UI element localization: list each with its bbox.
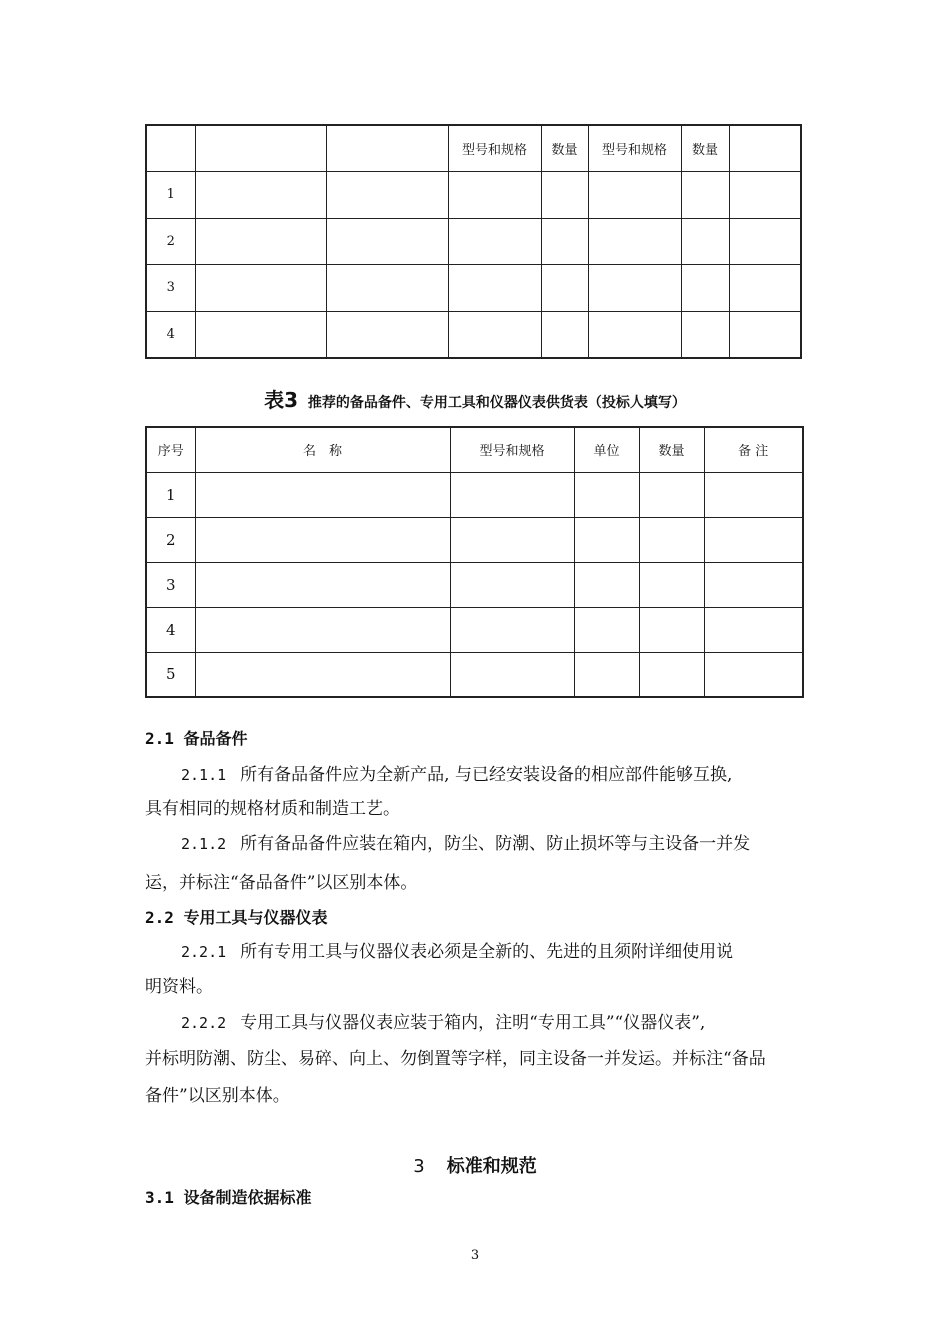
table-3: [145, 426, 804, 698]
cell: [574, 607, 639, 652]
cell: [588, 172, 681, 219]
cell: [450, 517, 574, 562]
table-row: [146, 265, 801, 312]
table-row: [146, 517, 803, 562]
header-cell: [326, 125, 448, 172]
cell: [195, 265, 326, 312]
cell: [639, 472, 704, 517]
cell: [704, 652, 803, 697]
cell: [326, 172, 448, 219]
row-index: 2: [146, 218, 195, 265]
cell: [729, 218, 801, 265]
header-cell: [729, 125, 801, 172]
cell: [704, 472, 803, 517]
paragraph-2-2-2-cont2: 备件”以区别本体。: [145, 1086, 290, 1106]
cell: [195, 218, 326, 265]
clause-number: 2.1.2: [181, 835, 227, 853]
cell: [588, 218, 681, 265]
cell: [195, 562, 450, 607]
page-number: 3: [470, 1248, 480, 1263]
paragraph-text: 所有备品备件应装在箱内，防尘、防潮、防止损坏等与主设备一并发: [240, 834, 751, 854]
table-row: [146, 218, 801, 265]
cell: [448, 218, 541, 265]
cell: [639, 562, 704, 607]
header-cell: 单位: [574, 427, 639, 472]
cell: [588, 265, 681, 312]
cell: [541, 265, 588, 312]
header-cell: [195, 125, 326, 172]
cell: [195, 607, 450, 652]
cell: [639, 607, 704, 652]
section-number: 3.1: [145, 1188, 174, 1207]
cell: [195, 172, 326, 219]
section-title: 标准和规范: [446, 1156, 537, 1177]
table-row: [146, 607, 803, 652]
table-header-row: [146, 427, 803, 472]
table-2: [145, 124, 802, 359]
paragraph-2-1-2-cont: 运，并标注“备品备件”以区别本体。: [145, 873, 418, 893]
section-3-1-heading: [145, 1186, 815, 1210]
section-number: 2.2: [145, 908, 174, 927]
paragraph-2-1-2: [145, 832, 815, 856]
row-index: 4: [146, 311, 195, 358]
cell: [326, 218, 448, 265]
header-cell: 型号和规格: [450, 427, 574, 472]
cell: [574, 472, 639, 517]
paragraph-text: 专用工具与仪器仪表应装于箱内，注明“专用工具”“仪器仪表”,: [240, 1013, 706, 1033]
table-row: [146, 172, 801, 219]
table-row: [146, 311, 801, 358]
clause-number: 2.1.1: [181, 766, 227, 784]
paragraph-2-1-1: [145, 763, 815, 787]
row-index: 1: [146, 172, 195, 219]
table-3-caption: [0, 384, 950, 413]
cell: [681, 172, 729, 219]
cell: [704, 607, 803, 652]
section-number: 2.1: [145, 729, 174, 748]
cell: [704, 517, 803, 562]
paragraph-2-2-2: [145, 1011, 815, 1035]
cell: [574, 562, 639, 607]
header-cell: 序号: [146, 427, 195, 472]
header-cell: 数量: [541, 125, 588, 172]
cell: [681, 265, 729, 312]
cell: [574, 652, 639, 697]
row-index: 2: [146, 517, 195, 562]
table-row: [146, 652, 803, 697]
header-cell: 名 称: [195, 427, 450, 472]
clause-number: 2.2.2: [181, 1014, 227, 1032]
header-cell: 备 注: [704, 427, 803, 472]
section-title: 设备制造依据标准: [183, 1188, 312, 1207]
cell: [195, 517, 450, 562]
paragraph-text: 所有备品备件应为全新产品, 与已经安装设备的相应部件能够互换,: [240, 765, 733, 785]
cell: [574, 517, 639, 562]
cell: [450, 562, 574, 607]
header-cell: 数量: [639, 427, 704, 472]
cell: [729, 265, 801, 312]
caption-number: 3: [284, 388, 299, 412]
header-cell: 型号和规格: [448, 125, 541, 172]
section-2-1-heading: [145, 727, 815, 751]
cell: [195, 472, 450, 517]
caption-prefix: 表: [264, 388, 285, 412]
row-index: 3: [146, 562, 195, 607]
cell: [729, 311, 801, 358]
cell: [588, 311, 681, 358]
row-index: 4: [146, 607, 195, 652]
cell: [704, 562, 803, 607]
section-title: 备品备件: [183, 729, 248, 748]
cell: [450, 652, 574, 697]
caption-text: 推荐的备品备件、专用工具和仪器仪表供货表（投标人填写）: [307, 395, 686, 411]
row-index: 1: [146, 472, 195, 517]
paragraph-2-2-1-cont: 明资料。: [145, 977, 213, 997]
cell: [639, 517, 704, 562]
paragraph-2-1-1-cont: 具有相同的规格材质和制造工艺。: [145, 799, 400, 819]
cell: [450, 472, 574, 517]
paragraph-2-2-2-cont: 并标明防潮、防尘、易碎、向上、勿倒置等字样，同主设备一并发运。并标注“备品: [145, 1049, 766, 1069]
section-number: 3: [413, 1156, 425, 1177]
cell: [326, 311, 448, 358]
cell: [326, 265, 448, 312]
section-title: 专用工具与仪器仪表: [183, 908, 328, 927]
cell: [639, 652, 704, 697]
header-cell: 型号和规格: [588, 125, 681, 172]
cell: [448, 172, 541, 219]
cell: [541, 218, 588, 265]
section-3-heading: [0, 1152, 950, 1178]
clause-number: 2.2.1: [181, 943, 227, 961]
cell: [448, 265, 541, 312]
cell: [541, 172, 588, 219]
paragraph-2-2-1: [145, 940, 815, 964]
cell: [729, 172, 801, 219]
header-cell: [146, 125, 195, 172]
paragraph-text: 所有专用工具与仪器仪表必须是全新的、先进的且须附详细使用说: [240, 942, 734, 962]
cell: [195, 652, 450, 697]
row-index: 3: [146, 265, 195, 312]
cell: [448, 311, 541, 358]
table-row: [146, 472, 803, 517]
cell: [681, 311, 729, 358]
cell: [450, 607, 574, 652]
cell: [541, 311, 588, 358]
cell: [681, 218, 729, 265]
row-index: 5: [146, 652, 195, 697]
section-2-2-heading: [145, 906, 815, 930]
header-cell: 数量: [681, 125, 729, 172]
table-header-row: [146, 125, 801, 172]
cell: [195, 311, 326, 358]
table-row: [146, 562, 803, 607]
